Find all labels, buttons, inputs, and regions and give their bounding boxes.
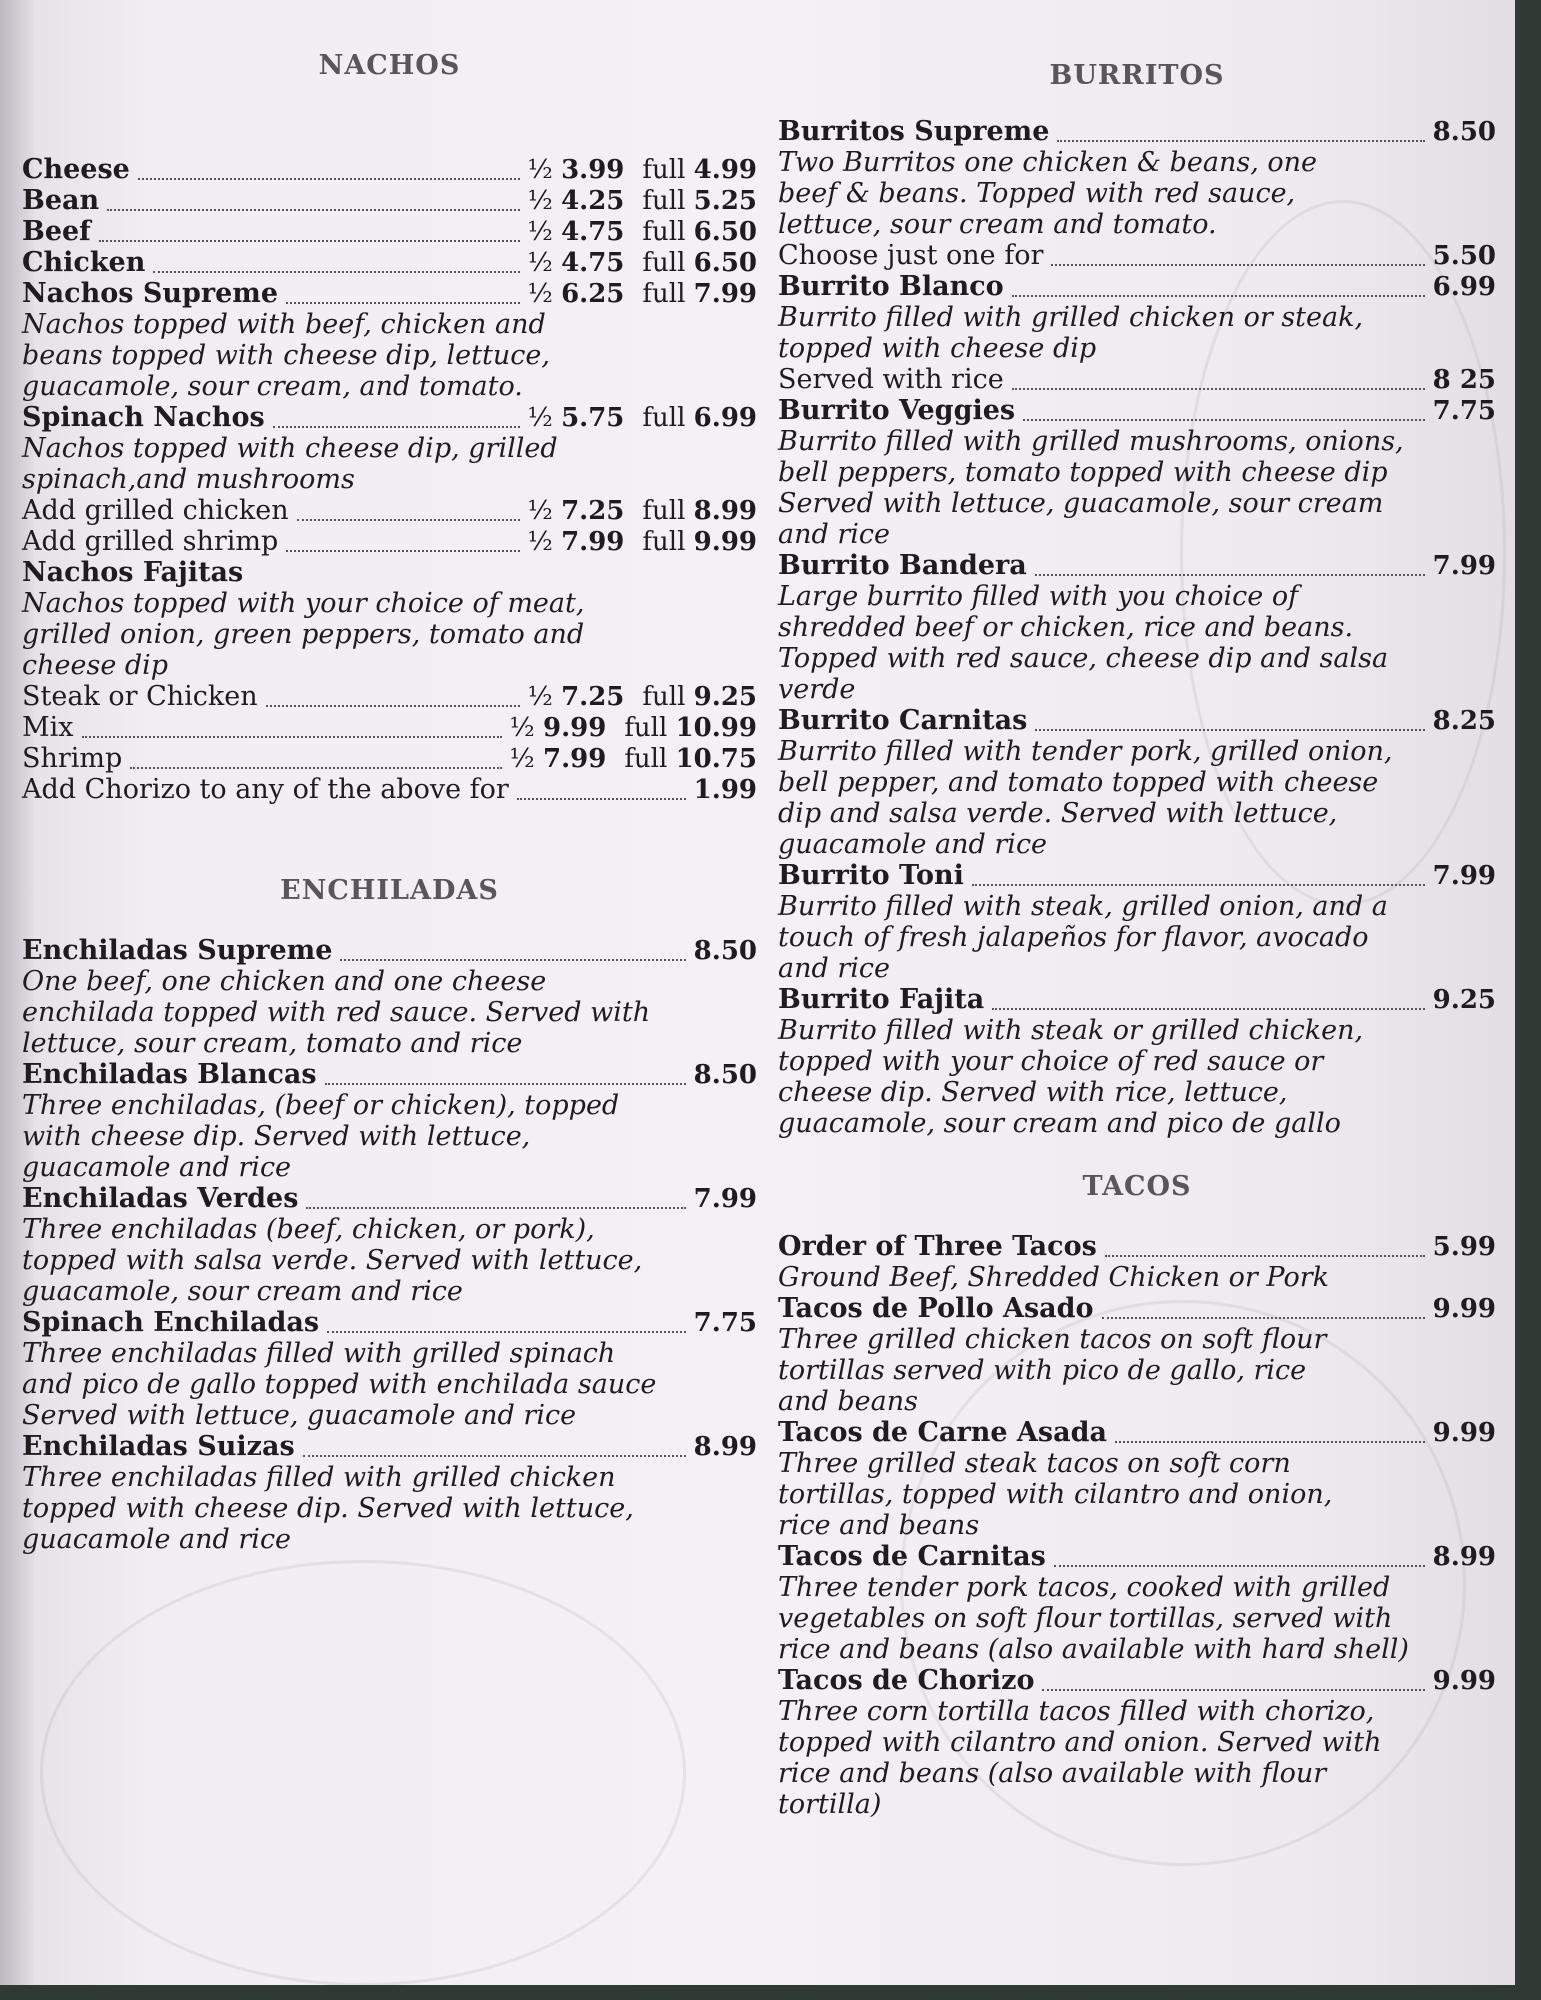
tacos-list <box>778 1231 1496 1820</box>
leader-dots <box>1051 264 1424 266</box>
half-price-value: 4.75 <box>561 248 625 278</box>
leader-dots <box>327 1331 686 1333</box>
item-description: Burrito filled with tender pork, grilled onion, bell pepper, and tomato topped with cheese dip and salsa verde. Served with lettuce, guacamole and rice <box>778 736 1393 860</box>
item-name: Shrimp <box>22 743 123 774</box>
item-price: 7.75 <box>1432 396 1496 426</box>
item-description: Nachos topped with your choice of meat, grilled onion, green peppers, tomato and cheese dip <box>22 588 585 681</box>
burrito-option <box>778 240 1496 271</box>
leader-dots <box>340 959 685 961</box>
full-price-value: 7.99 <box>693 279 757 309</box>
item-price: 7.99 <box>693 1184 757 1214</box>
full-price-value: 10.99 <box>675 713 757 743</box>
leader-dots <box>1102 1317 1425 1319</box>
item-name: Order of Three Tacos <box>778 1231 1097 1262</box>
half-price-value: 7.25 <box>561 496 625 526</box>
half-price-value: 7.25 <box>561 682 625 712</box>
nachos-item <box>22 495 757 526</box>
item-price: 8.99 <box>1432 1542 1496 1572</box>
item-name: Enchiladas Supreme <box>22 935 333 966</box>
item-price: 7.99 <box>1432 861 1496 891</box>
leader-dots <box>153 271 519 273</box>
nachos-list <box>22 154 757 805</box>
half-price <box>528 186 625 217</box>
full-label: full <box>642 279 694 309</box>
half-price-value: 5.75 <box>561 403 625 433</box>
full-price <box>642 527 757 558</box>
item-price: 7.75 <box>693 1308 757 1338</box>
full-price <box>624 713 757 744</box>
enchilada-item <box>22 1059 757 1090</box>
item-name: Tacos de Carne Asada <box>778 1417 1107 1448</box>
full-price <box>642 682 757 713</box>
item-price: 9.99 <box>1432 1666 1496 1696</box>
nachos-item <box>22 216 757 247</box>
chorizo-addon <box>22 774 757 805</box>
item-name: Burrito Toni <box>778 860 964 891</box>
item-name: Tacos de Carnitas <box>778 1541 1046 1572</box>
item-price: 8 25 <box>1432 365 1496 395</box>
burrito-item <box>778 860 1496 891</box>
half-symbol: ½ <box>527 496 562 526</box>
item-name: Tacos de Chorizo <box>778 1665 1035 1696</box>
full-price-value: 9.25 <box>693 682 757 712</box>
full-price-value: 9.99 <box>693 527 757 557</box>
burrito-option <box>778 364 1496 395</box>
item-name: Burrito Carnitas <box>778 705 1028 736</box>
full-label: full <box>642 403 694 433</box>
full-price-value: 8.99 <box>693 496 757 526</box>
full-label: full <box>642 155 694 185</box>
half-price-value: 7.99 <box>561 527 625 557</box>
half-price <box>528 682 625 713</box>
item-description: Three corn tortilla tacos filled with chorizo, topped with cilantro and onion. Served with rice and beans (also available with flour tortilla) <box>778 1696 1382 1820</box>
nachos-item <box>22 154 757 185</box>
leader-dots <box>266 705 520 707</box>
item-name: Burrito Bandera <box>778 550 1027 581</box>
enchilada-item <box>22 935 757 966</box>
section-title-tacos: TACOS <box>1082 1171 1192 1202</box>
item-name: Spinach Enchiladas <box>22 1307 320 1338</box>
full-price <box>642 248 757 279</box>
item-name: Burrito Fajita <box>778 984 985 1015</box>
half-symbol: ½ <box>527 279 562 309</box>
enchiladas-list <box>22 935 757 1555</box>
half-symbol: ½ <box>527 186 562 216</box>
item-name: Add Chorizo to any of the above for <box>22 774 509 805</box>
item-name: Cheese <box>22 154 130 185</box>
full-price <box>642 496 757 527</box>
item-name: Served with rice <box>778 364 1004 395</box>
half-price-value: 7.99 <box>542 744 607 774</box>
item-description: Three grilled steak tacos on soft corn tortillas, topped with cilantro and onion, rice and beans <box>778 1448 1333 1541</box>
leader-dots <box>138 178 520 180</box>
item-description: Three grilled chicken tacos on soft flour tortillas served with pico de gallo, rice and beans <box>778 1324 1327 1417</box>
item-price: 8.50 <box>1432 117 1496 147</box>
leader-dots <box>325 1083 686 1085</box>
leader-dots <box>297 519 520 521</box>
enchilada-item <box>22 1307 757 1338</box>
item-price: 8.25 <box>1432 706 1496 736</box>
item-price: 8.50 <box>693 1060 757 1090</box>
item-description: Burrito filled with steak or grilled chicken, topped with your choice of red sauce or cheese dip. Served with rice, lettuce, guacamole, sour cream and pico de gallo <box>778 1015 1364 1139</box>
half-symbol: ½ <box>527 248 562 278</box>
leader-dots <box>1115 1441 1425 1443</box>
half-symbol: ½ <box>527 527 562 557</box>
nachos-item <box>22 185 757 216</box>
leader-dots <box>82 736 502 738</box>
full-price-value: 6.99 <box>693 403 757 433</box>
burrito-item <box>778 271 1496 302</box>
full-price-value: 10.75 <box>675 744 757 774</box>
full-price <box>642 279 757 310</box>
leader-dots <box>1105 1255 1425 1257</box>
item-description: Three enchiladas filled with grilled chicken topped with cheese dip. Served with lettuce, guacamole and rice <box>22 1462 634 1555</box>
leader-dots <box>1035 574 1425 576</box>
fajita-option <box>22 743 757 774</box>
item-description: Three tender pork tacos, cooked with grilled vegetables on soft flour tortillas, served with rice and beans (also available with hard shell) <box>778 1572 1409 1665</box>
leader-dots <box>1054 1565 1425 1567</box>
item-price: 8.50 <box>693 936 757 966</box>
full-price <box>642 403 757 434</box>
leader-dots <box>99 240 520 242</box>
item-name: Choose just one for <box>778 240 1044 271</box>
item-description: Nachos topped with beef, chicken and beans topped with cheese dip, lettuce, guacamole, sour cream, and tomato. <box>22 309 550 402</box>
nachos-item <box>22 278 757 309</box>
burrito-item <box>778 705 1496 736</box>
item-description: Burrito filled with grilled chicken or steak, topped with cheese dip <box>778 302 1364 364</box>
taco-item <box>778 1231 1496 1262</box>
enchilada-item <box>22 1183 757 1214</box>
taco-item <box>778 1665 1496 1696</box>
half-price-value: 6.25 <box>561 279 625 309</box>
half-price <box>510 713 607 744</box>
full-price <box>642 155 757 186</box>
leader-dots <box>992 1008 1424 1010</box>
item-name: Enchiladas Verdes <box>22 1183 299 1214</box>
full-label: full <box>624 744 676 774</box>
half-symbol: ½ <box>509 744 543 774</box>
pepper-sketch-decoration <box>40 1560 686 1985</box>
full-price-value: 5.25 <box>693 186 757 216</box>
burrito-item <box>778 550 1496 581</box>
item-name: Spinach Nachos <box>22 402 265 433</box>
leader-dots <box>1012 388 1425 390</box>
leader-dots <box>273 426 520 428</box>
half-price <box>528 248 625 279</box>
item-name: Tacos de Pollo Asado <box>778 1293 1094 1324</box>
half-symbol: ½ <box>527 403 562 433</box>
item-name: Burrito Blanco <box>778 271 1004 302</box>
item-name: Bean <box>22 185 100 216</box>
leader-dots <box>303 1455 686 1457</box>
enchilada-item <box>22 1431 757 1462</box>
right-column <box>778 38 1496 1820</box>
burritos-list <box>778 116 1496 1139</box>
item-name: Chicken <box>22 247 146 278</box>
leader-dots <box>1035 729 1424 731</box>
item-name: Mix <box>22 712 74 743</box>
full-label: full <box>624 713 676 743</box>
half-price-value: 4.75 <box>561 217 625 247</box>
leader-dots <box>1012 295 1425 297</box>
item-name: Add grilled shrimp <box>22 526 279 557</box>
item-price: 9.25 <box>1432 985 1496 1015</box>
half-symbol: ½ <box>509 713 543 743</box>
half-symbol: ½ <box>527 155 562 185</box>
half-price <box>528 496 625 527</box>
item-price: 6.99 <box>1432 272 1496 302</box>
item-name: Burrito Veggies <box>778 395 1016 426</box>
item-name: Beef <box>22 216 91 247</box>
full-label: full <box>642 527 694 557</box>
full-price <box>642 217 757 248</box>
full-price <box>624 744 757 775</box>
leader-dots <box>517 798 686 800</box>
nachos-item <box>22 402 757 433</box>
full-price-value: 6.50 <box>693 248 757 278</box>
nachos-item <box>22 557 757 588</box>
full-label: full <box>642 186 694 216</box>
burrito-item <box>778 984 1496 1015</box>
item-price: 5.50 <box>1432 241 1496 271</box>
item-name: Steak or Chicken <box>22 681 258 712</box>
item-price: 9.99 <box>1432 1418 1496 1448</box>
taco-item <box>778 1541 1496 1572</box>
item-price: 5.99 <box>1432 1232 1496 1262</box>
taco-item <box>778 1417 1496 1448</box>
full-label: full <box>642 217 694 247</box>
item-description: Three enchiladas (beef, chicken, or pork), topped with salsa verde. Served with lettuce, guacamole, sour cream and rice <box>22 1214 643 1307</box>
leader-dots <box>972 884 1425 886</box>
full-price-value: 4.99 <box>693 155 757 185</box>
item-name: Nachos Supreme <box>22 278 279 309</box>
item-price: 9.99 <box>1432 1294 1496 1324</box>
leader-dots <box>306 1207 685 1209</box>
section-title-burritos: BURRITOS <box>1049 60 1225 91</box>
item-description: Burrito filled with grilled mushrooms, onions, bell peppers, tomato topped with cheese dip Served with lettuce, guacamole, sour cream and rice <box>778 426 1404 550</box>
full-label: full <box>642 496 694 526</box>
half-price-value: 3.99 <box>561 155 625 185</box>
leader-dots <box>286 550 519 552</box>
burrito-item <box>778 395 1496 426</box>
half-price <box>528 155 625 186</box>
item-name: Burritos Supreme <box>778 116 1050 147</box>
half-price <box>528 403 625 434</box>
left-column <box>22 38 757 1555</box>
item-description: Three enchiladas, (beef or chicken), topped with cheese dip. Served with lettuce, guacamole and rice <box>22 1090 620 1183</box>
half-symbol: ½ <box>527 217 562 247</box>
item-price: 7.99 <box>1432 551 1496 581</box>
full-price-value: 6.50 <box>693 217 757 247</box>
half-price-value: 4.25 <box>561 186 625 216</box>
item-description: Nachos topped with cheese dip, grilled spinach,and mushrooms <box>22 433 558 495</box>
fajita-option <box>22 681 757 712</box>
half-price <box>510 744 607 775</box>
half-price-value: 9.99 <box>542 713 607 743</box>
item-name: Add grilled chicken <box>22 495 289 526</box>
leader-dots <box>107 209 519 211</box>
item-name: Enchiladas Suizas <box>22 1431 295 1462</box>
item-price: 8.99 <box>693 1432 757 1462</box>
burrito-item <box>778 116 1496 147</box>
item-price: 1.99 <box>693 775 757 805</box>
item-description: Large burrito filled with you choice of shredded beef or chicken, rice and beans. Topped with red sauce, cheese dip and salsa verde <box>778 581 1389 705</box>
fajita-option <box>22 712 757 743</box>
leader-dots <box>1042 1689 1424 1691</box>
leader-dots <box>130 767 501 769</box>
leader-dots <box>286 302 520 304</box>
item-description: Burrito filled with steak, grilled onion, and a touch of fresh jalapeños for flavor, avocado and rice <box>778 891 1388 984</box>
half-price <box>528 217 625 248</box>
item-description: Three enchiladas filled with grilled spinach and pico de gallo topped with enchilada sauce Served with lettuce, guacamole and rice <box>22 1338 657 1431</box>
item-description: Two Burritos one chicken & beans, one beef & beans. Topped with red sauce, lettuce, sour cream and tomato. <box>778 147 1318 240</box>
section-title-enchiladas: ENCHILADAS <box>280 875 499 906</box>
item-description: One beef, one chicken and one cheese enchilada topped with red sauce. Served with lettuce, sour cream, tomato and rice <box>22 966 651 1059</box>
section-title-nachos: NACHOS <box>318 50 461 81</box>
taco-item <box>778 1293 1496 1324</box>
leader-dots <box>1057 140 1424 142</box>
nachos-item <box>22 247 757 278</box>
leader-dots <box>1023 419 1425 421</box>
full-price <box>642 186 757 217</box>
half-symbol: ½ <box>527 682 562 712</box>
full-label: full <box>642 682 694 712</box>
half-price <box>528 527 625 558</box>
item-name: Nachos Fajitas <box>22 557 244 588</box>
item-name: Enchiladas Blancas <box>22 1059 317 1090</box>
item-description: Ground Beef, Shredded Chicken or Pork <box>778 1262 1330 1293</box>
half-price <box>528 279 625 310</box>
full-label: full <box>642 248 694 278</box>
nachos-item <box>22 526 757 557</box>
